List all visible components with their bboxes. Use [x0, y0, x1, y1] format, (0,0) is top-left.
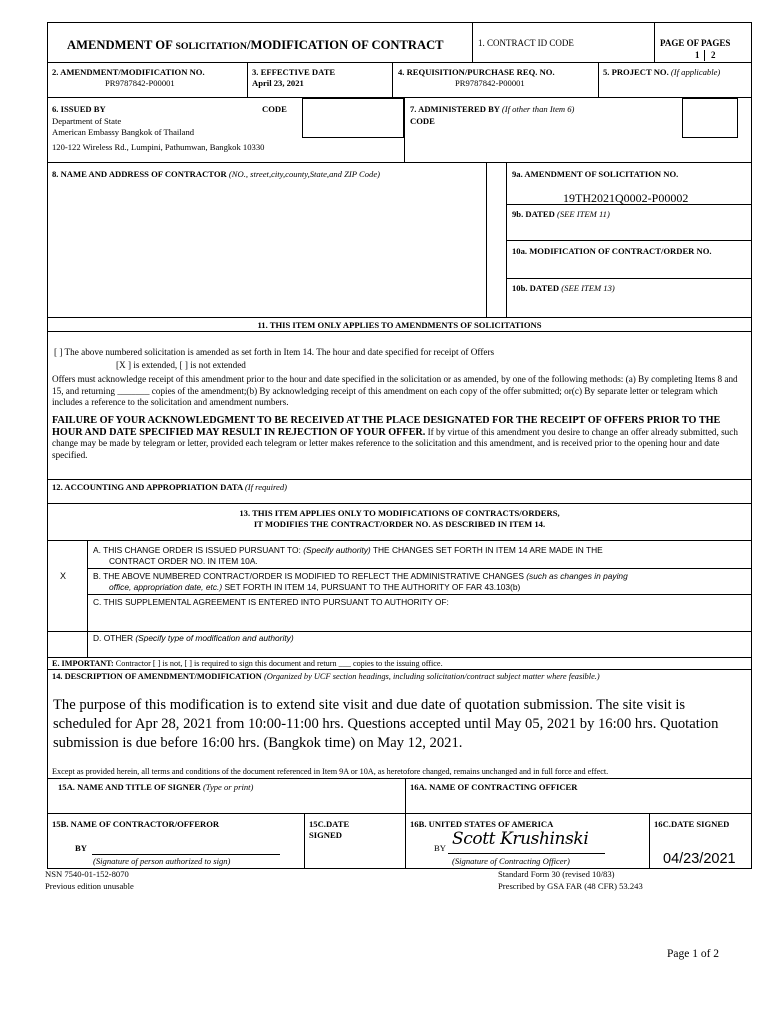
row4-div-1: [486, 163, 487, 318]
item-13c-line: C. THIS SUPPLEMENTAL AGREEMENT IS ENTERED INTO PURSUANT TO AUTHORITY OF:: [93, 597, 449, 607]
admin-code-label: CODE: [410, 116, 435, 126]
signer-16c-label: 16C.DATE SIGNED: [654, 819, 730, 829]
requisition-value: PR9787842-P00001: [455, 78, 525, 88]
signer-16a-label: 16A. NAME OF CONTRACTING OFFICER: [410, 782, 578, 792]
signer-15c-label-1: 15C.DATE: [309, 819, 350, 829]
row2-div-1: [247, 63, 248, 98]
item-9a-label: 9a. AMENDMENT OF SOLICITATION NO.: [512, 169, 679, 179]
item-13-heading-1: 13. THIS ITEM APPLIES ONLY TO MODIFICATIONS OF CONTRACTS/ORDERS,: [239, 508, 560, 518]
amendment-no-value: PR9787842-P00001: [105, 78, 175, 88]
form-title: AMENDMENT OF SOLICITATION/MODIFICATION OF CONTRACT: [67, 38, 444, 52]
project-no-label: 5. PROJECT NO. (If applicable): [603, 67, 721, 77]
contract-id-label: 1. CONTRACT ID CODE: [478, 38, 574, 48]
item-13-line-d: [47, 631, 752, 632]
item-10a-label: 10a. MODIFICATION OF CONTRACT/ORDER NO.: [512, 246, 712, 256]
signer-16c-value: 04/23/2021: [663, 851, 736, 867]
item-9a-value: 19TH2021Q0002-P00002: [563, 191, 689, 205]
row4-line-10b: [506, 278, 752, 279]
admin-code-box: [682, 98, 738, 138]
administered-by-label: 7. ADMINISTERED BY (If other than Item 6): [410, 104, 575, 114]
signers-div-15c: [304, 814, 305, 869]
row4-line-9b: [506, 204, 752, 205]
item-13a-line-1: A. THIS CHANGE ORDER IS ISSUED PURSUANT TO: (Specify authority) THE CHANGES SET FORTH IN ITEM 14 ARE MADE IN THE: [93, 545, 603, 555]
issued-code-label: CODE: [262, 104, 287, 114]
signers-div-16c: [649, 814, 650, 869]
effective-date-value: April 23, 2021: [252, 78, 304, 88]
page-separator: [704, 50, 705, 61]
signer-16b-by: BY: [434, 843, 446, 853]
item-13b-line-2: office, appropriation date, etc.) SET FORTH IN ITEM 14, PURSUANT TO THE AUTHORITY OF FAR 43.103(b): [109, 582, 521, 592]
row2-div-2: [392, 63, 393, 98]
item-13-bottom: [47, 647, 752, 658]
contract-id-cell: [472, 22, 473, 63]
issued-by-line-3: 120-122 Wireless Rd., Lumpini, Pathumwan, Bangkok 10330: [52, 142, 265, 152]
item-12-label: 12. ACCOUNTING AND APPROPRIATION DATA (If required): [52, 482, 287, 492]
item-9b-label: 9b. DATED (SEE ITEM 11): [512, 209, 610, 219]
item-13-line-c: [87, 594, 752, 595]
signer-15b-by: BY: [75, 843, 87, 853]
signers-div-a: [405, 779, 406, 869]
row3-div: [404, 98, 405, 163]
issued-by-line-2: American Embassy Bangkok of Thailand: [52, 127, 195, 137]
item-13b-mark: X: [60, 571, 67, 581]
item-13-left-div: [87, 541, 88, 658]
prescribed-by: Prescribed by GSA FAR (48 CFR) 53.243: [498, 881, 643, 891]
item-11-paragraph: Offers must acknowledge receipt of this amendment prior to the hour and date specified in the solicitation or as amended, by one of the following methods: (a) By completing Items 8 and 15, and returning _______ copies of the amendment;(b) By acknowledging receipt of this amendment on each copy of the offer submitted; or(c) By separate letter or telegram which includes a reference to the solicitation and amendment numbers.: [52, 374, 738, 408]
item-11-line-1: [ ] The above numbered solicitation is amended as set forth in Item 14. The hour and date specified for receipt of Offers: [54, 347, 495, 357]
item-13a-line-2: CONTRACT ORDER NO. IN ITEM 10A.: [109, 556, 258, 566]
page-number: Page 1 of 2: [667, 948, 720, 960]
signer-15b-line[interactable]: [92, 843, 280, 855]
signer-15a-label: 15A. NAME AND TITLE OF SIGNER (Type or print): [58, 782, 254, 792]
signer-15c-label-2: SIGNED: [309, 830, 342, 840]
signer-16b-caption: (Signature of Contracting Officer): [452, 856, 570, 866]
item-11-heading: 11. THIS ITEM ONLY APPLIES TO AMENDMENTS OF SOLICITATIONS: [257, 320, 542, 330]
standard-form: Standard Form 30 (revised 10/83): [498, 869, 615, 879]
page-current: 1: [695, 50, 700, 60]
item-14-body: The purpose of this modification is to extend site visit and due date of quotation submission. The site visit is scheduled for Apr 28, 2021 from 10:00-11:00 hrs. Questions accepted until May 05, 2021 by 16:00 hrs. Quotation submission is due before 16:00 hrs. (Bangkok time) on May 12, 2021.: [53, 697, 719, 751]
nsn-number: NSN 7540-01-152-8070: [45, 869, 129, 879]
item-14-footer: Except as provided herein, all terms and conditions of the document referenced in Item 9A or 10A, as heretofore changed, remains unchanged and in full force and effect.: [52, 767, 609, 776]
item-11-warning: FAILURE OF YOUR ACKNOWLEDGMENT TO BE RECEIVED AT THE PLACE DESIGNATED FOR THE RECEIPT OF OFFERS PRIOR TO THE HOUR AND DATE SPECIFIED MAY RESULT IN REJECTION OF YOUR OFFER. If by virtue of this amendment you desire to change an offer already submitted, such change may be made by telegram or letter, provided each telegram or letter makes reference to the solicitation and this amendment, and is received prior to the opening hour and date specified.: [52, 415, 738, 460]
signer-16b-label: 16B. UNITED STATES OF AMERICA: [410, 819, 554, 829]
page-total: 2: [711, 50, 716, 60]
signer-15b-label: 15B. NAME OF CONTRACTOR/OFFEROR: [52, 819, 220, 829]
requisition-label: 4. REQUISITION/PURCHASE REQ. NO.: [398, 67, 555, 77]
item-13-line-b: [87, 568, 752, 569]
row4-line-10a: [506, 240, 752, 241]
page-of-pages-cell: [654, 22, 655, 63]
effective-date-label: 3. EFFECTIVE DATE: [252, 67, 336, 77]
signer-15b-caption: (Signature of person authorized to sign): [93, 856, 231, 866]
item-13d-line: D. OTHER (Specify type of modification and authority): [93, 633, 294, 643]
item-11-line-2: [X ] is extended, [ ] is not extended: [116, 360, 246, 370]
item-13-heading-2: IT MODIFIES THE CONTRACT/ORDER NO. AS DESCRIBED IN ITEM 14.: [253, 519, 546, 529]
row2-div-3: [598, 63, 599, 98]
item-14-label: 14. DESCRIPTION OF AMENDMENT/MODIFICATION (Organized by UCF section headings, including solicitation/contract subject matter where feasible.): [52, 672, 600, 681]
item-13b-line-1: B. THE ABOVE NUMBERED CONTRACT/ORDER IS MODIFIED TO REFLECT THE ADMINISTRATIVE CHANGES (such as changes in paying: [93, 571, 628, 581]
contracting-officer-signature: Scott Krushinski: [452, 829, 589, 849]
issued-code-box: [302, 98, 404, 138]
item-10b-label: 10b. DATED (SEE ITEM 13): [512, 283, 615, 293]
issued-by-line-1: Department of State: [52, 116, 122, 126]
amendment-no-label: 2. AMENDMENT/MODIFICATION NO.: [52, 67, 205, 77]
page-of-pages-label: PAGE OF PAGES: [660, 38, 731, 48]
item-e-text: E. IMPORTANT: Contractor [ ] is not, [ ] is required to sign this document and return ___ copies to the issuing office.: [52, 659, 443, 668]
contractor-label: 8. NAME AND ADDRESS OF CONTRACTOR (NO., street,city,county,State,and ZIP Code): [52, 169, 381, 179]
issued-by-label: 6. ISSUED BY: [52, 104, 106, 114]
previous-edition: Previous edition unusable: [45, 881, 134, 891]
